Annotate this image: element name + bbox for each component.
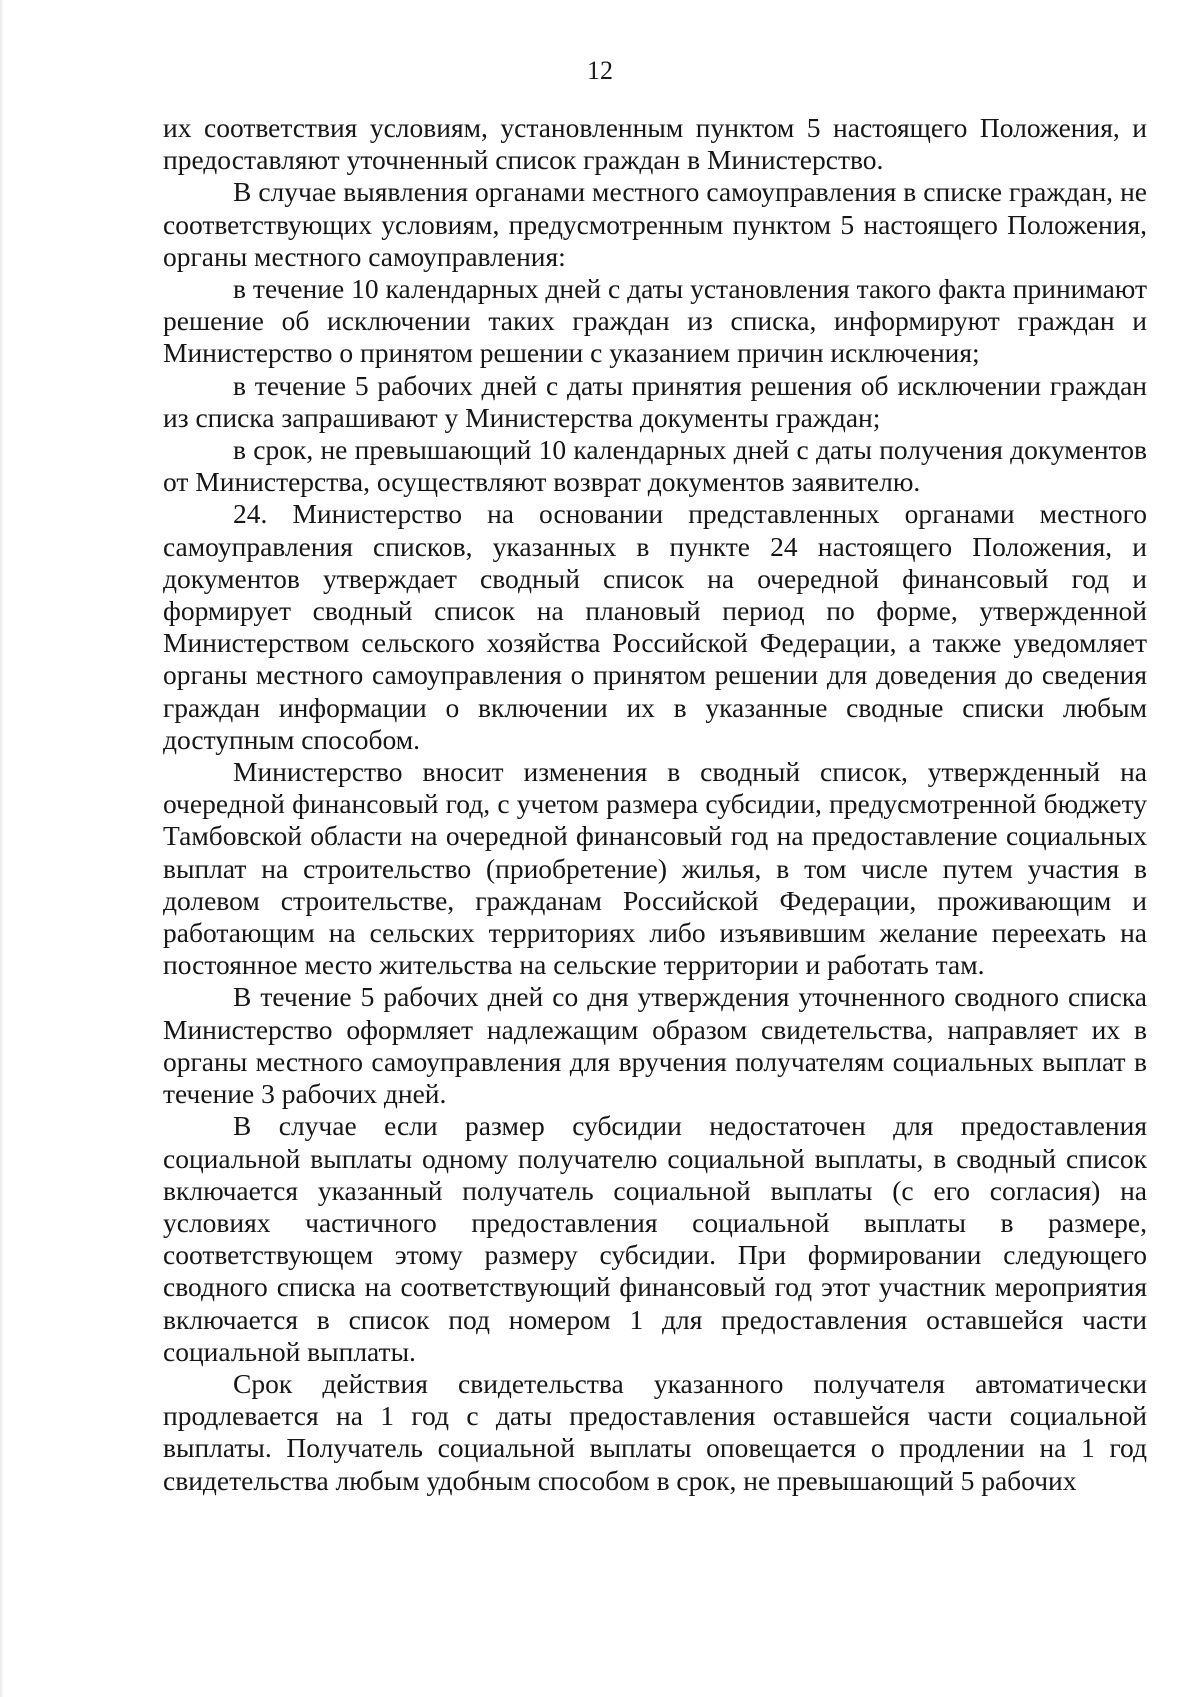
paragraph-item-24: 24. Министерство на основании представленных органами местного самоуправления списков, указанных в пункте 24 настоящего Положения, и документов утверждает сводный список на очередной финансовый год и формирует сводный список на плановый период по форме, утвержденной Министерством сельского хозяйства Российской Федерации, а также уведомляет органы местного самоуправления о принятом решении для доведения до сведения граждан информации о включении их в указанные сводные списки любым доступным способом. bbox=[163, 498, 1147, 755]
paragraph: Срок действия свидетельства указанного получателя автоматически продлевается на 1 год с даты предоставления оставшейся части социальной выплаты. Получатель социальной выплаты оповещается о продлении на 1 год свидетельства любым удобным способом в срок, не превышающий 5 рабочих bbox=[163, 1367, 1147, 1496]
scan-edge-shadow bbox=[0, 0, 4, 1697]
paragraph: В случае если размер субсидии недостаточен для предоставления социальной выплаты одному получателю социальной выплаты, в сводный список включается указанный получатель социальной выплаты (с его согласия) на условиях частичного предоставления социальной выплаты в размере, соответствующем этому размеру субсидии. При формировании следующего сводного списка на соответствующий финансовый год этот участник мероприятия включается в список под номером 1 для предоставления оставшейся части социальной выплаты. bbox=[163, 1110, 1147, 1367]
paragraph: в срок, не превышающий 10 календарных дней с даты получения документов от Министерства, осуществляют возврат документов заявителю. bbox=[163, 434, 1147, 498]
page-number: 12 bbox=[587, 56, 613, 85]
paragraph: Министерство вносит изменения в сводный список, утвержденный на очередной финансовый год, с учетом размера субсидии, предусмотренной бюджету Тамбовской области на очередной финансовый год на предоставление социальных выплат на строительство (приобретение) жилья, в том числе путем участия в долевом строительстве, гражданам Российской Федерации, проживающим и работающим на сельских территориях либо изъявившим желание переехать на постоянное место жительства на сельские территории и работать там. bbox=[163, 756, 1147, 981]
paragraph: в течение 10 календарных дней с даты установления такого факта принимают решение об исключении таких граждан из списка, информируют граждан и Министерство о принятом решении с указанием причин исключения; bbox=[163, 273, 1147, 369]
paragraph: В течение 5 рабочих дней со дня утверждения уточненного сводного списка Министерство оформляет надлежащим образом свидетельства, направляет их в органы местного самоуправления для вручения получателям социальных выплат в течение 3 рабочих дней. bbox=[163, 981, 1147, 1110]
paragraph: в течение 5 рабочих дней с даты принятия решения об исключении граждан из списка запрашивают у Министерства документы граждан; bbox=[163, 369, 1147, 433]
paragraph: В случае выявления органами местного самоуправления в списке граждан, не соответствующих условиям, предусмотренным пунктом 5 настоящего Положения, органы местного самоуправления: bbox=[163, 176, 1147, 272]
paragraph-continuation: их соответствия условиям, установленным пунктом 5 настоящего Положения, и предоставляют уточненный список граждан в Министерство. bbox=[163, 112, 1147, 176]
document-body bbox=[163, 112, 1147, 1497]
